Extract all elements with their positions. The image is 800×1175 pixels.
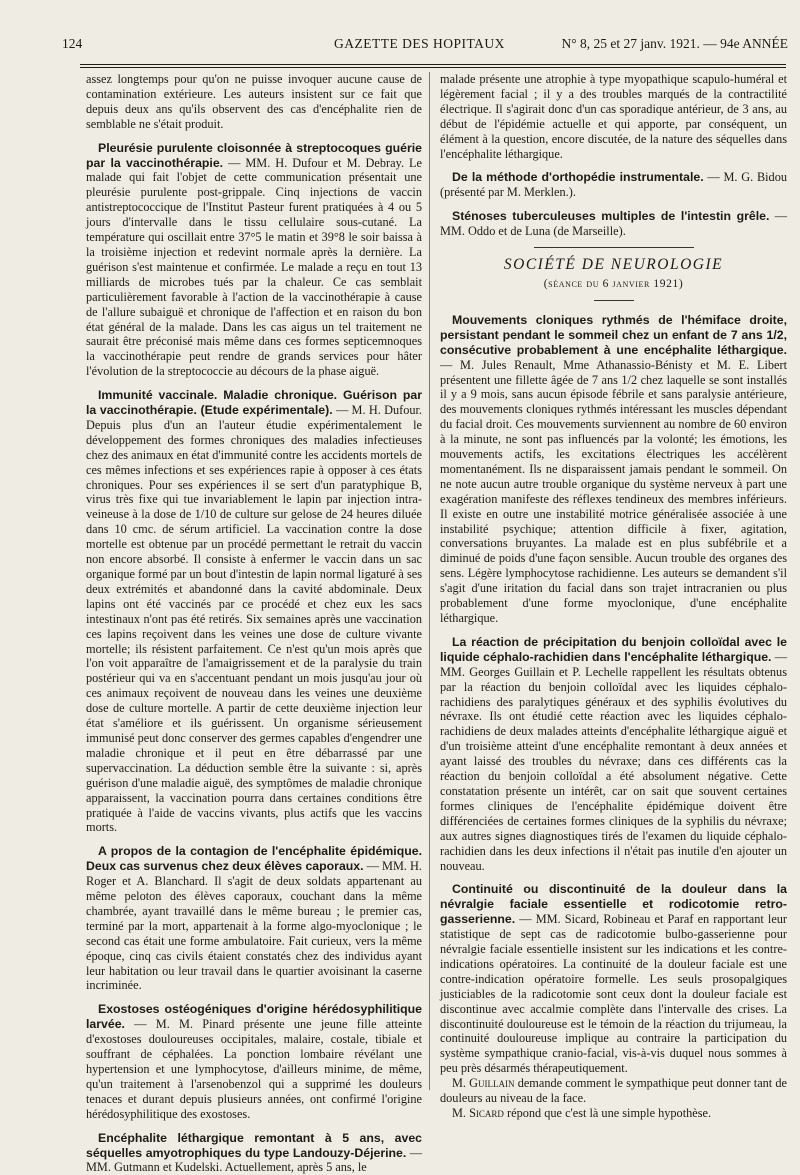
section-rule xyxy=(534,247,694,248)
header-rule xyxy=(80,64,786,65)
article-authors: — M. Jules Renault, Mme Athanassio-Bénisty et M. E. Libert xyxy=(440,357,787,372)
section-rule-short xyxy=(594,300,634,301)
article-benjoin xyxy=(440,635,787,874)
article-authors: — MM. Georges Guillain et P. Lechelle xyxy=(440,649,787,679)
page-header xyxy=(62,36,790,56)
page-number: 124 xyxy=(62,36,83,51)
article-authors: — MM. Gutmann et Kudelski. xyxy=(86,1145,423,1175)
discussion-text: demande comment le sympathique peut donner tant de douleurs au niveau de la face. xyxy=(440,1076,787,1106)
article-heading: Continuité ou discontinuité de la douleur dans la névralgie faciale essentielle et rodicotomie retro-gasserienne. xyxy=(440,882,787,927)
article-authors: — MM. Oddo et de Luna (de Marseille). xyxy=(440,209,787,239)
article-authors: — MM. Sicard, Robineau et Paraf xyxy=(519,912,694,927)
article-exostoses xyxy=(86,1002,422,1121)
article-stenoses xyxy=(440,209,787,239)
article-authors: — M. H. Dufour. xyxy=(335,403,422,418)
article-nevralgie xyxy=(440,882,787,1076)
society-title: SOCIÉTÉ DE NEUROLOGIE xyxy=(503,256,724,274)
article-authors: — MM. H. Roger et A. Blanchard. xyxy=(86,859,422,889)
speaker-name: M. Sicard xyxy=(452,1106,504,1120)
article-encephalite xyxy=(86,1131,422,1175)
article-authors: — M. M. Pinard présente une jeune fille atteinte xyxy=(134,1017,422,1032)
issue-info: N° 8, 25 et 27 janv. 1921. — 94e ANNÉE xyxy=(561,36,788,51)
article-mouvements xyxy=(440,313,787,626)
article-orthopedie xyxy=(440,170,787,200)
article-contagion xyxy=(86,844,422,993)
discussion-guillain xyxy=(440,1076,787,1106)
article-heading: Encéphalite léthargique remontant à 5 ans, avec séquelles amyotrophiques du type Landouzy-Déjerine. xyxy=(86,1130,422,1160)
discussion-sicard xyxy=(440,1106,787,1121)
article-body: rappellent les résultats obtenus par la réaction du benjoin colloïdal avec les liquides céphalo-rachidiens des paralytiques généraux et des syphilis évolutives du névraxe. Ils ont étudié cette réaction avec les liquides céphalo-rachidiens de deux malades atteints d'encéphalite léthargique aiguë et d'un troisième atteint d'une encéphalite remontant à deux années et ayant laissé des troubles du névraxe; dans ces différents cas la réaction du benjoin colloïdal a été absolument négative. Cette constatation présente un intérêt, car on sait que souvent certaines formes cliniques de l'encéphalite épidémique doivent être différenciées de certaines formes cliniques de la syphilis du névraxe; aux autres signes diagnostiques tirés de l'examen du liquide céphalo-rachidien dans les deux infections il n'était pas inutile d'en ajouter un nouveau. xyxy=(440,664,787,873)
article-body: Le malade qui fait l'objet de cette communication présentait une pleurésie purulente post-grippale. Cinq injections de vaccin antistreptococcique de l'Institut Pasteur furent pratiquées à 4 ou 5 jours d'intervalle dans le tissu cellulaire sous-cutané. La température qui oscillait entre 37°5 le matin et 39°8 le soir baissa à la troisième injection et redevint normale après la dernière. La guérison s'est maintenue et confirmée. Le malade a reçu en tout 13 milliards de microbes tués par la chaleur. Ce cas semblait particulièrement favorable à l'action de la vaccinothérapie à cause de l'allure subaiguë et chronique de l'affection et en raison du bon état général de la malade. Dans les cas aigus un tel traitement ne saurait être préconisé mais même dans ces formes septicemnoques la vaccinothérapie peut rendre de grands services pour hâter l'évolution de la streptococcie au décours de la phase aiguë. xyxy=(86,155,422,379)
article-authors: — MM. H. Dufour et M. Debray. xyxy=(228,155,405,170)
article-authors: — M. G. Bidou (présenté par M. Merklen.). xyxy=(440,170,788,200)
article-heading: A propos de la contagion de l'encéphalite épidémique. Deux cas survenus chez deux élèves caporaux. xyxy=(86,844,422,874)
article-pleuresie xyxy=(86,141,422,380)
article-heading: Mouvements cloniques rythmés de l'hémiface droite, persistant pendant le sommeil chez un enfant de 7 ans 1/2, consécutive probablement à une encéphalite léthargique. xyxy=(440,312,787,357)
article-body: en rapportant leur statistique de sept cas de radicotomie bulbo-gasserienne pour névralgie faciale essentielle insistent sur les indications et les contre-indications opératoires. La continuité de la douleur faciale est une contre-indication opératoire formelle. Les seuls prosopalgiques justiciables de la radicotomie sont ceux dont la douleur faciale est discontinue avec accalmie complète dans l'intervalle des crises. La discontinuité douloureuse est le témoin de la réaction du trijumeau, la continuité douloureuse implique au contraire la participation du système sympathique cranio-facial, vis-à-vis duquel nous sommes à peu près désarmés thérapeutiquement. xyxy=(440,912,788,1076)
continued-paragraph: malade présente une atrophie à type myopathique scapulo-huméral et légèrement facial ; il y a des troubles marqués de la contractilité électrique. Il s'agirait donc d'un cas sporadique antérieur, de 3 ans, au début de l'épidémie actuelle et qui apporte, par conséquent, un élément à la question, encore discutée, de la nature des séquelles dans l'encéphalite léthargique. xyxy=(440,72,787,161)
article-heading: De la méthode d'orthopédie instrumentale. xyxy=(452,170,704,185)
article-body: Il s'agit de deux soldats appartenant au même peloton des élèves caporaux, couchant dans la même chambrée, ayant travaillé dans le même bureau ; le premier cas, terminé par la mort, appartenait à la forme algo-myoclonique ; le second cas était une forme ambulatoire. Fait curieux, vers la même époque, cinq cas civils étaient constatés chez des individus ayant leur habitation ou leur travail dans le quartier avoisinant la caserne incriminée. xyxy=(86,874,422,993)
column-divider xyxy=(429,72,430,1090)
article-body: Actuellement, après 5 ans, le xyxy=(224,1160,367,1175)
article-heading: La réaction de précipitation du benjoin colloïdal avec le liquide céphalo-rachidien dans l'encéphalite léthargique. xyxy=(440,634,787,664)
society-session: (séance du 6 janvier 1921) xyxy=(543,277,684,290)
article-body: Depuis plus d'un an l'auteur étudie expérimentalement le développement des formes chroniques des maladies infectieuses chez des animaux en état d'immunité contre les accidents mortels de ces mêmes infections et ses expériences rapie à opposer à ces états chroniques. Pour ses expériences il se sert d'un paratyphique B, virus très fixe qui tue invariablement le lapin par injection intra-veineuse à la dose de 1/10 de culture sur gelose de 24 heures diluée dans 10 cmc. de sérum artificiel. La vaccination contre la dose mortelle est obtenue par un procédé permettant le retrait du vaccin non encore absorbé. Il consiste à enfermer le vaccin dans un sac organique formé par un bout d'intestin de lapin normal ligaturé à ses deux extrémités et abandonné dans la cavité abdominale. Deux lapins ont été vaccinés par ce procédé et chez eux les sacs intestinaux n'ont pas été retirés. Six semaines après une vaccination ces lapins reçoivent dans les veines une dose de culture vivante mortelle; ils résistent parfaitement. Ce n'est qu'un mois après que l'on voit apparaître de l'amaigrissement et de la paralysie du train postérieur qui va en s'accentuant pendant un mois jusqu'au jour où ces animaux reçoivent de nouveau dans les veines une deuxième dose de culture mortelle. A partir de cette deuxième injection leur état s'améliore et ils guérissent. Un organisme sérieusement immunisé peut donc conserver des germes capables d'engendrer une maladie chronique et il peut en être débarrassé par une supervaccination. La déduction semble être la suivante : si, après guérison d'une maladie aiguë, des symptômes de maladie chronique apparaissent, la vaccination pourra dans certaines conditions être pratiquée à l'aide de vaccins vivants, plus actifs que les vaccins morts. xyxy=(86,417,422,835)
left-column xyxy=(86,72,422,1175)
speaker-name: M. Guillain xyxy=(452,1076,515,1091)
article-heading: Immunité vaccinale. Maladie chronique. Guérison par la vaccinothérapie. (Etude expérimentale). xyxy=(86,388,422,418)
right-column xyxy=(440,72,787,1121)
discussion-text: répond que c'est là une simple hypothèse. xyxy=(507,1106,712,1120)
article-body: présentent une fillette âgée de 7 ans 1/2 chez laquelle se sont installés il y a 9 mois, sans aucun épisode fébrile et sans paralysie antérieure, des mouvements cloniques rythmés intéressant les muscles dépendant du facial droit. Ces mouvements surviennent au nombre de 60 environ à la minute, ne sont pas influencés par la volonté; les émotions, les mouvements actifs, les excitations électriques les accélèrent momentanément. Ils ne disparaissent jamais pendant le sommeil. On ne note aucun autre trouble organique du système nerveux à part une exagération manifeste des réflexes tendineux des membres inférieurs. Il existe en outre une instabilité motrice généralisée associée à une instabilité psychique; attention difficile à fixer, agitation, conversations bruyantes. La malade est en plus subfébrile et a diminué de poids d'une façon sensible. Aucun trouble des organes des sens. Légère lymphocytose rachidienne. Les auteurs se demandent s'il s'agit d'une iritation du facial dans son trajet intracranien ou plus probablement d'une forme myoclonique, d'une encéphalite léthargique. xyxy=(440,372,787,625)
article-heading: Pleurésie purulente cloisonnée à streptocoques guérie par la vaccinothérapie. xyxy=(86,140,422,170)
journal-title: GAZETTE DES HOPITAUX xyxy=(334,36,505,51)
header-rule-thin xyxy=(80,67,786,68)
article-heading: Sténoses tuberculeuses multiples de l'intestin grêle. xyxy=(452,209,770,224)
article-heading: Exostoses ostéogéniques d'origine hérédosyphilitique larvée. xyxy=(86,1002,422,1032)
article-body: d'exostoses douloureuses occipitales, malaire, costale, tibiale et souffrant de céphalées. La ponction lombaire révélant une hypertension et une lymphocytose, d'ailleurs minime, de même, qu'un traitement à l'arsenobenzol qui a supprimé les douleurs tenaces et durant depuis plusieurs années, ont confirmé l'origine hérédosyphilitique des exostoses. xyxy=(86,1032,422,1121)
continued-paragraph: assez longtemps pour qu'on ne puisse invoquer aucune cause de contamination extérieure. Les auteurs insistent sur ce fait que depuis deux ans qu'ils observent des cas d'encéphalite rien de semblable ne s'était produit. xyxy=(86,72,422,131)
article-immunite xyxy=(86,388,422,835)
